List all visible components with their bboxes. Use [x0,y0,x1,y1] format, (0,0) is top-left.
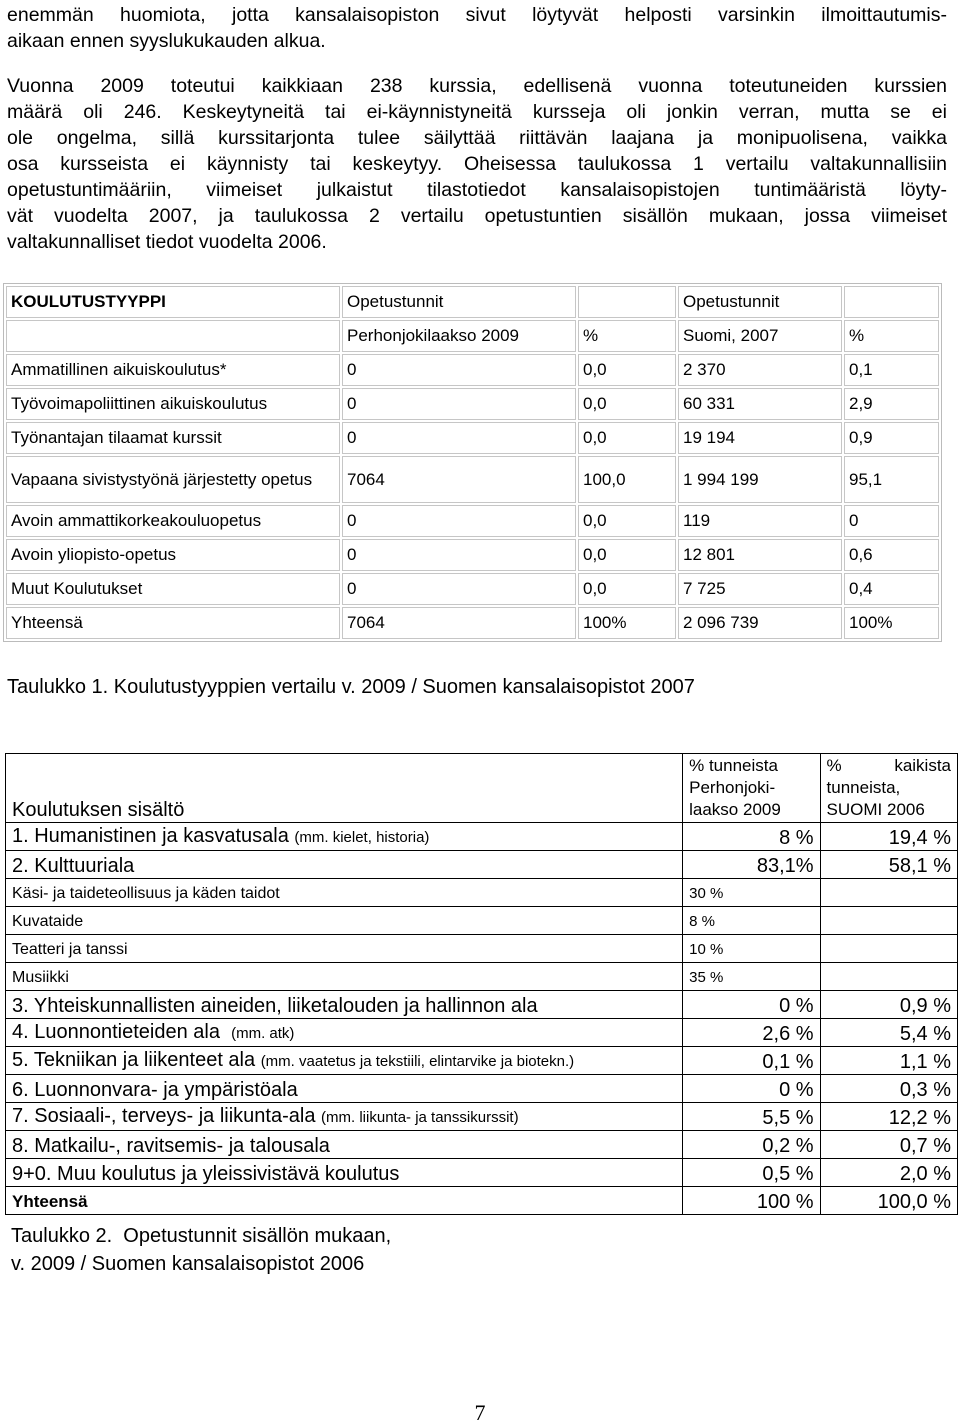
table2-caption-line-2: v. 2009 / Suomen kansalaisopistot 2006 [11,1253,365,1275]
table1-cell: 0 [342,422,576,454]
header-line: laakso 2009 [689,800,781,819]
table2-label-cell [6,1019,683,1047]
header-line: Perhonjoki- [689,778,776,797]
row-label: 8. Matkailu-, ravitsemis- ja talousala [12,1135,330,1157]
paragraph-2-line-2: määrä oli 246. Keskeytyneitä tai ei-käynnistyneitä kursseja oli jonkin verran, mutta se ei [7,101,947,123]
row-label: 9+0. Muu koulutus ja yleissivistävä koulutus [12,1163,400,1185]
table2-value-cell: 0,1 % [683,1047,820,1075]
table1-total-row [6,607,939,639]
table2-row [6,1159,958,1187]
table2-subrow [6,907,958,935]
table1-cell: 0,0 [578,388,676,420]
table1-cell: 0,0 [578,354,676,386]
table1-cell: 7064 [342,456,576,503]
table1-header-cell: Suomi, 2007 [678,320,842,352]
row-note: (mm. atk) [231,1025,295,1042]
paragraph-2-line-6: vät vuodelta 2007, ja taulukossa 2 vertailu opetustuntien sisällön mukaan, jossa viimeiset [7,205,947,227]
table2-row [6,823,958,851]
table2-sub-value: 30 % [683,879,820,907]
table1-caption: Taulukko 1. Koulutustyyppien vertailu v. 2009 / Suomen kansalaisopistot 2007 [7,676,695,698]
page-number: 7 [474,1400,486,1425]
table2-value-cell: 0 % [683,1075,820,1103]
table2-label-cell [6,851,683,879]
table2-subrow [6,935,958,963]
table1-header-cell: % [578,320,676,352]
table2-header-col-c [820,754,957,823]
table2-sub-value: 8 % [683,907,820,935]
table2-sub-value: 35 % [683,963,820,991]
table1-cell: Yhteensä [6,607,340,639]
table2-value-cell: 58,1 % [820,851,957,879]
table1-row [6,573,939,605]
table1-cell: Muut Koulutukset [6,573,340,605]
row-label: 4. Luonnontieteiden ala [12,1021,220,1043]
table2-empty-cell [820,879,957,907]
table2-subrow [6,879,958,907]
table2-label-cell [6,1103,683,1131]
table1-cell: Avoin yliopisto-opetus [6,539,340,571]
table2-sub-value: 10 % [683,935,820,963]
table2-header-label: Koulutuksen sisältö [6,754,683,823]
table2-caption-line-1: Taulukko 2. Opetustunnit sisällön mukaan, [11,1225,392,1247]
table1-header-cell [6,320,340,352]
table2-value-cell: 83,1% [683,851,820,879]
table2-total-row [6,1187,958,1215]
table1-row [6,539,939,571]
table2-value-cell: 8 % [683,823,820,851]
row-label: 7. Sosiaali-, terveys- ja liikunta-ala [12,1105,316,1127]
table2-total-value: 100,0 % [820,1187,957,1215]
table1-header-row-1 [6,286,939,318]
table1-cell: 60 331 [678,388,842,420]
comparison-table-2 [5,753,958,1215]
paragraph-1-line-2: aikaan ennen syyslukukauden alkua. [7,30,326,52]
table1-cell: Avoin ammattikorkeakouluopetus [6,505,340,537]
table1-cell: 2 370 [678,354,842,386]
table1-cell: 0,0 [578,573,676,605]
table1-cell: 2,9 [844,388,939,420]
table1-cell: 0 [342,505,576,537]
table2-sub-label: Käsi- ja taideteollisuus ja käden taidot [6,879,683,907]
paragraph-1-line-1: enemmän huomiota, jotta kansalaisopiston sivut löytyvät helposti varsinkin ilmoittautumis- [7,4,947,26]
table2-header-col-b [683,754,820,823]
table1-cell: 0 [844,505,939,537]
row-note: (mm. liikunta- ja tanssikurssit) [321,1109,519,1126]
table2-row [6,1075,958,1103]
row-label: 2. Kulttuuriala [12,855,135,877]
row-label: 3. Yhteiskunnallisten aineiden, liiketalouden ja hallinnon ala [12,995,538,1017]
table1-cell: 0 [342,354,576,386]
table2-row [6,1103,958,1131]
table2-label-cell [6,1075,683,1103]
row-note: (mm. kielet, historia) [294,829,430,846]
table2-label-cell [6,991,683,1019]
table1-cell: Vapaana sivistystyönä järjestetty opetus [6,456,340,503]
table1-cell: 12 801 [678,539,842,571]
table2-value-cell: 0,9 % [820,991,957,1019]
table2-subrow [6,963,958,991]
table1-header-cell: Opetustunnit [342,286,576,318]
header-line: tunneista, [826,778,901,797]
table2-sub-label: Kuvataide [6,907,683,935]
table1-header-cell [844,286,939,318]
table1-cell: 0,0 [578,505,676,537]
header-line [827,755,951,777]
table2-empty-cell [820,935,957,963]
paragraph-2-line-1: Vuonna 2009 toteutui kaikkiaan 238 kurssia, edellisenä vuonna toteutuneiden kurssien [7,75,947,97]
table2-total-value: 100 % [683,1187,820,1215]
table2-value-cell: 1,1 % [820,1047,957,1075]
header-word: kaikista [894,756,951,775]
table1-cell: 7 725 [678,573,842,605]
table1-header-cell: Perhonjokilaakso 2009 [342,320,576,352]
table1-cell: 0 [342,573,576,605]
table2-value-cell: 0,7 % [820,1131,957,1159]
table2-row [6,1131,958,1159]
table1-row [6,354,939,386]
paragraph-2-line-5: opetustuntimääriin, viimeiset julkaistut tilastotiedot kansalaisopistojen tuntimääristä löyty- [7,179,947,201]
paragraph-2-line-4: osa kursseista ei käynnisty tai keskeytyy. Oheisessa taulukossa 1 vertailu valtakunnallisiin [7,153,947,175]
table2-value-cell: 5,5 % [683,1103,820,1131]
table1-cell: 0,9 [844,422,939,454]
table2-total-label: Yhteensä [6,1187,683,1215]
row-note: (mm. vaatetus ja tekstiili, elintarvike ja biotekn.) [260,1053,575,1070]
row-label: 1. Humanistinen ja kasvatusala [12,825,289,847]
table2-value-cell: 0,5 % [683,1159,820,1187]
table2-value-cell: 2,6 % [683,1019,820,1047]
table1-cell: Työnantajan tilaamat kurssit [6,422,340,454]
table1-cell: 95,1 [844,456,939,503]
table2-empty-cell [820,907,957,935]
header-word: % [826,756,842,775]
table2-row [6,1019,958,1047]
table1-header-cell [578,286,676,318]
table1-cell: 100% [844,607,939,639]
table1-cell: 0,6 [844,539,939,571]
table1-row [6,388,939,420]
table1-row [6,456,939,503]
table1-cell: 0,1 [844,354,939,386]
table2-row [6,991,958,1019]
table2-value-cell: 2,0 % [820,1159,957,1187]
table2-row [6,851,958,879]
table2-value-cell: 5,4 % [820,1019,957,1047]
header-line: SUOMI 2006 [826,800,925,819]
table2-value-cell: 12,2 % [820,1103,957,1131]
header-line: % tunneista [689,756,778,775]
table1-header-row-2 [6,320,939,352]
table1-header-cell: Opetustunnit [678,286,842,318]
table2-label-cell [6,1159,683,1187]
table2-label-cell [6,1047,683,1075]
table2-value-cell: 0 % [683,991,820,1019]
table1-cell: 19 194 [678,422,842,454]
table2-empty-cell [820,963,957,991]
table2-value-cell: 0,3 % [820,1075,957,1103]
paragraph-1 [7,2,947,54]
table2-row [6,1047,958,1075]
row-label: 6. Luonnonvara- ja ympäristöala [12,1079,298,1101]
table1-cell: 100,0 [578,456,676,503]
paragraph-2-line-3: ole ongelma, sillä kurssitarjonta tulee säilyttää riittävän laajana ja monipuolisena, vaikka [7,127,947,149]
table1-cell: 100% [578,607,676,639]
table2-label-cell [6,823,683,851]
table1-row [6,505,939,537]
paragraph-2-line-7: valtakunnalliset tiedot vuodelta 2006. [7,231,327,253]
table1-cell: 0,0 [578,539,676,571]
table1-cell: 0,4 [844,573,939,605]
table1-cell: 119 [678,505,842,537]
table1-header-cell: KOULUTUSTYYPPI [6,286,340,318]
table1-cell: 0,0 [578,422,676,454]
row-label: 5. Tekniikan ja liikenteet ala [12,1049,256,1071]
table2-header-row [6,754,958,823]
table1-cell: 2 096 739 [678,607,842,639]
table2-value-cell: 0,2 % [683,1131,820,1159]
table2-sub-label: Musiikki [6,963,683,991]
table1-cell: 0 [342,539,576,571]
table1-cell: Ammatillinen aikuiskoulutus* [6,354,340,386]
table2-sub-label: Teatteri ja tanssi [6,935,683,963]
table1-row [6,422,939,454]
comparison-table-1 [3,283,942,642]
table2-caption [11,1222,391,1278]
table1-cell: 1 994 199 [678,456,842,503]
table1-cell: Työvoimapoliittinen aikuiskoulutus [6,388,340,420]
table2-value-cell: 19,4 % [820,823,957,851]
table1-cell: 7064 [342,607,576,639]
table1-header-cell: % [844,320,939,352]
paragraph-2 [7,73,947,255]
table2-label-cell [6,1131,683,1159]
table1-cell: 0 [342,388,576,420]
